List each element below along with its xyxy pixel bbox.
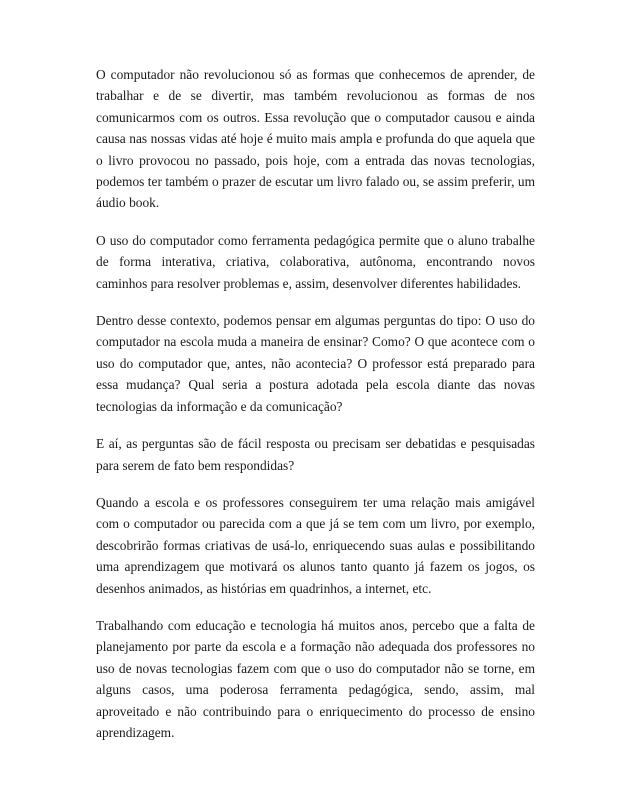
paragraph-1: O computador não revolucionou só as formas que conhecemos de aprender, de trabalhar e de se divertir, mas também revolucionou as formas de nos comunicarmos com os outros. Essa revolução que o computador causou e ainda causa nas nossas vidas até hoje é muito mais ampla e profunda do que aquela que o livro provocou no passado, pois hoje, com a entrada das novas tecnologias, podemos ter também o prazer de escutar um livro falado ou, se assim preferir, um áudio book. [96,67,535,211]
paragraph-4: E aí, as perguntas são de fácil resposta ou precisam ser debatidas e pesquisadas para serem de fato bem respondidas? [96,436,535,473]
document-page [96,64,535,759]
paragraph-2: O uso do computador como ferramenta pedagógica permite que o aluno trabalhe de forma interativa, criativa, colaborativa, autônoma, encontrando novos caminhos para resolver problemas e, assim, desenvolver diferentes habilidades. [96,232,535,291]
paragraph-3: Dentro desse contexto, podemos pensar em algumas perguntas do tipo: O uso do computador na escola muda a maneira de ensinar? Como? O que acontece com o uso do computador que, antes, não acontecia? O professor está preparado para essa mudança? Qual seria a postura adotada pela escola diante das novas tecnologias da informação e da comunicação? [96,313,535,414]
paragraph-5: Quando a escola e os professores conseguirem ter uma relação mais amigável com o computador ou parecida com a que já se tem com um livro, por exemplo, descobrirão formas criativas de usá-lo, enriquecendo suas aulas e possibilitando uma aprendizagem que motivará os alunos tanto quanto já fazem os jogos, os desenhos animados, as histórias em quadrinhos, a internet, etc. [96,494,535,596]
paragraph-6: Trabalhando com educação e tecnologia há muitos anos, percebo que a falta de planejamento por parte da escola e a formação não adequada dos professores no uso de novas tecnologias fazem com que o uso do computador não se torne, em alguns casos, uma poderosa ferramenta pedagógica, sendo, assim, mal aproveitado e não contribuindo para o enriquecimento do processo de ensino aprendizagem. [96,617,535,740]
